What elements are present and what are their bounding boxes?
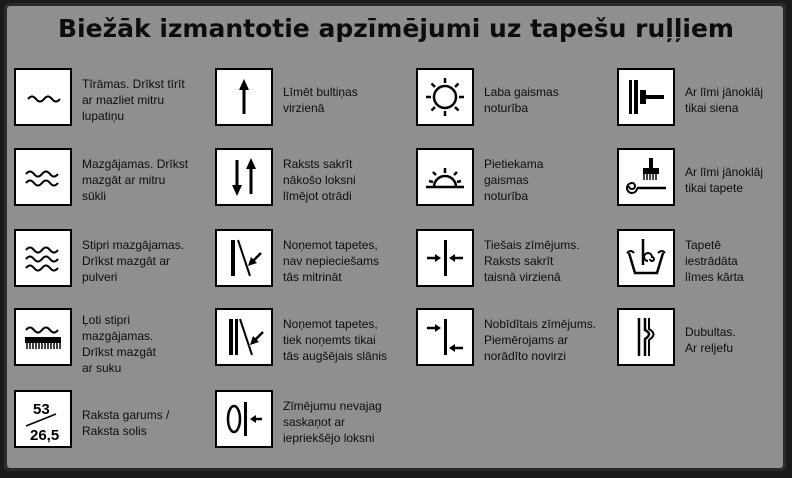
symbol-label: Ar līmi jānoklāj tikai tapete (685, 165, 764, 195)
wave-brush-icon (16, 310, 70, 364)
symbol-box (416, 148, 474, 206)
symbol-label: Raksts sakrīt nākošo loksni līmējot otrādi (283, 157, 356, 203)
symbol-box (14, 229, 72, 287)
symbol-label: Noņemot tapetes, nav nepieciešams tās mitrināt (283, 238, 380, 284)
symbol-box (14, 390, 72, 448)
offset-match-icon (418, 310, 472, 364)
sun-icon (418, 70, 472, 124)
prepasted-icon (619, 231, 673, 285)
symbol-box (617, 68, 675, 126)
free-match-icon (217, 392, 271, 446)
pattern-repeat-icon (16, 392, 70, 446)
symbol-box (215, 148, 273, 206)
symbol-box (215, 229, 273, 287)
symbol-box (14, 148, 72, 206)
symbol-box (215, 390, 273, 448)
symbol-label: Raksta garums / Raksta solis (82, 408, 170, 438)
straight-match-icon (418, 231, 472, 285)
symbol-label: Zīmējumu nevajag saskaņot ar iepriekšējo loksni (283, 399, 382, 445)
fraction-top: 53 (33, 401, 50, 418)
symbol-box (617, 229, 675, 287)
page-title: Biežāk izmantotie apzīmējumi uz tapešu ruļļiem (57, 14, 734, 43)
symbol-label: Ļoti stipri mazgājamas. Drīkst mazgāt ar suku (82, 313, 157, 375)
symbol-box (14, 308, 72, 366)
symbol-label: Noņemot tapetes, tiek noņemts tikai tās augšējais slānis (283, 317, 388, 363)
symbol-box (617, 148, 675, 206)
symbol-box (416, 229, 474, 287)
symbol-label: Līmēt bultiņas virzienā (283, 85, 358, 115)
symbol-label: Mazgājamas. Drīkst mazgāt ar mitru sūkli (82, 157, 189, 203)
fraction-bottom: 26,5 (30, 427, 60, 444)
symbol-box (215, 68, 273, 126)
double-wave-icon (16, 150, 70, 204)
paste-wall-icon (619, 70, 673, 124)
symbol-box (416, 308, 474, 366)
opposite-arrows-icon (217, 150, 271, 204)
symbol-label: Tīrāmas. Drīkst tīrīt ar mazliet mitru lupatiņu (82, 77, 185, 123)
symbol-label: Nobīdītais zīmējums. Piemērojams ar norādīto novirzi (484, 317, 597, 363)
symbol-label: Tapetē iestrādāta līmes kārta (685, 238, 744, 284)
symbol-label: Pietiekama gaismas noturība (484, 157, 544, 203)
symbol-box (215, 308, 273, 366)
half-sun-icon (418, 150, 472, 204)
arrow-up-icon (217, 70, 271, 124)
dry-strip-icon (217, 231, 271, 285)
single-wave-icon (16, 70, 70, 124)
peel-layer-icon (217, 310, 271, 364)
symbol-label: Laba gaismas noturība (484, 85, 559, 115)
symbol-label: Tiešais zīmējums. Raksts sakrīt taisnā virzienā (484, 238, 580, 284)
symbol-label: Ar līmi jānoklāj tikai siena (685, 85, 764, 115)
symbol-box (416, 68, 474, 126)
symbol-box (617, 308, 675, 366)
symbol-box (14, 68, 72, 126)
embossed-duplex-icon (619, 310, 673, 364)
symbol-label: Stipri mazgājamas. Drīkst mazgāt ar pulveri (82, 238, 185, 284)
symbol-label: Dubultas. Ar reljefu (685, 325, 736, 355)
paste-paper-icon (619, 150, 673, 204)
triple-wave-icon (16, 231, 70, 285)
